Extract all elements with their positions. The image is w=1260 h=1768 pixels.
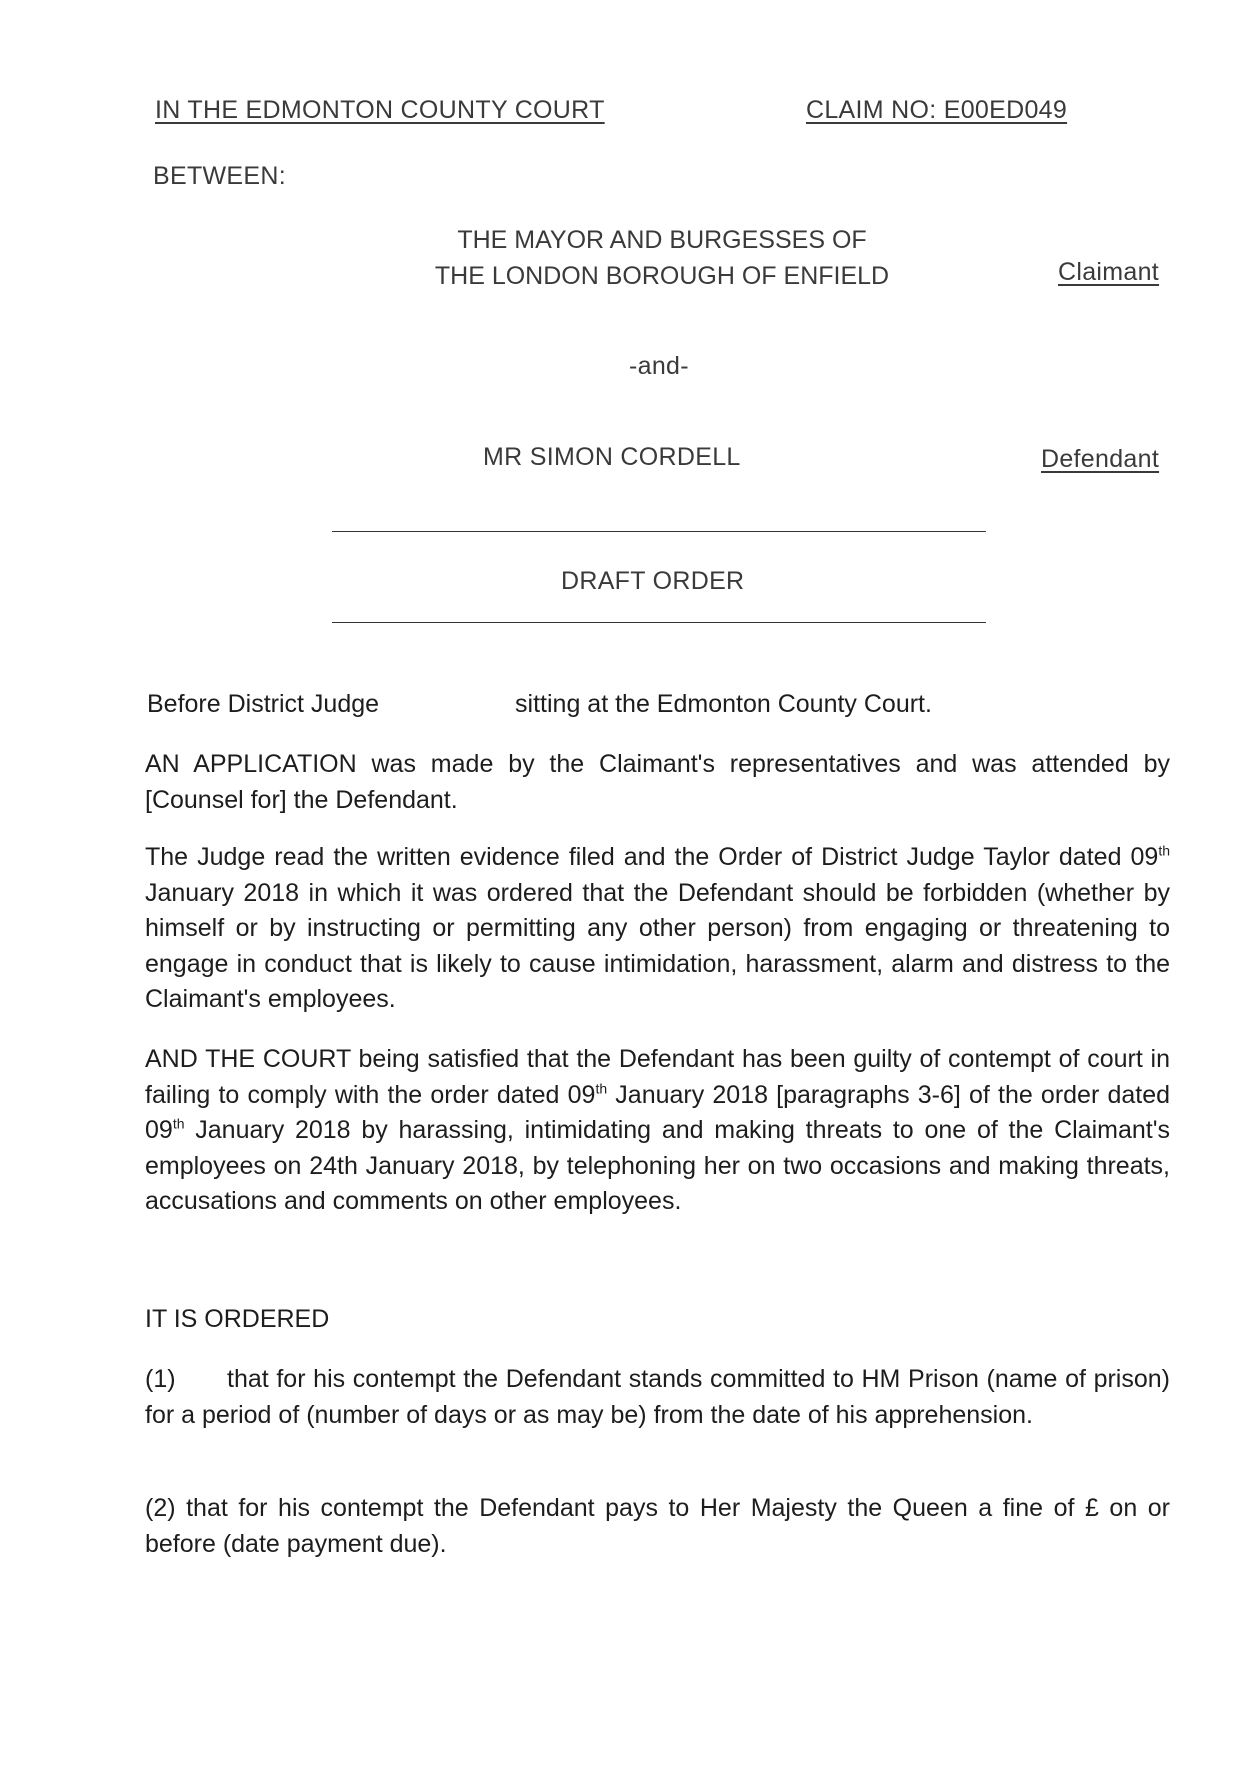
order-item-1 — [145, 1362, 1170, 1433]
title-rule-top — [332, 531, 986, 532]
title-rule-bottom — [332, 622, 986, 623]
between-label: BETWEEN: — [153, 162, 286, 190]
contempt-text-c: January 2018 by harassing, intimidating and making threats to one of the Claimant's employees on 24th January 2018, by telephoning her on two occasions and making threats, accusations and comments on other employees. — [145, 1116, 1170, 1215]
defendant-name: MR SIMON CORDELL — [483, 443, 741, 471]
and-separator: -and- — [629, 352, 689, 380]
contempt-paragraph — [145, 1042, 1170, 1220]
court-name: IN THE EDMONTON COUNTY COURT — [155, 96, 605, 124]
sitting-at-text: sitting at the Edmonton County Court. — [515, 690, 932, 718]
application-paragraph: AN APPLICATION was made by the Claimant's representatives and was attended by [Counsel for] the Defendant. — [145, 750, 1170, 814]
claim-number: CLAIM NO: E00ED049 — [806, 96, 1068, 124]
order-item-1-text: that for his contempt the Defendant stands committed to HM Prison (name of prison) for a period of (number of days or as may be) from the date of his apprehension. — [145, 1365, 1170, 1429]
order-item-2: (2) that for his contempt the Defendant pays to Her Majesty the Queen a fine of £ on or before (date payment due). — [145, 1494, 1170, 1558]
claimant-name-line2: THE LONDON BOROUGH OF ENFIELD — [434, 262, 890, 290]
before-judge-line — [147, 690, 932, 719]
order-item-1-number: (1) — [145, 1365, 176, 1393]
contempt-sup-2: th — [172, 1115, 185, 1132]
evidence-paragraph — [145, 840, 1170, 1018]
document-title: DRAFT ORDER — [561, 567, 745, 595]
ordered-heading: IT IS ORDERED — [145, 1305, 330, 1333]
contempt-sup-1: th — [595, 1080, 608, 1097]
before-judge-label: Before District Judge — [147, 690, 380, 718]
contempt-text-a: AND THE COURT being satisfied that the Defendant has been guilty of contempt of court in failing to comply with the order dated 09 — [145, 1045, 1170, 1109]
claimant-name-line1: THE MAYOR AND BURGESSES OF — [457, 226, 867, 254]
evidence-sup: th — [1158, 842, 1170, 859]
evidence-text-b: January 2018 in which it was ordered that the Defendant should be forbidden (whether by himself or by instructing or permitting any other person) from engaging or threatening to engage in conduct that is likely to cause intimidation, harassment, alarm and distress to the Claimant's employees. — [145, 878, 1170, 1013]
evidence-text-a: The Judge read the written evidence filed and the Order of District Judge Taylor dated 09 — [145, 843, 1159, 871]
defendant-role: Defendant — [1041, 445, 1160, 473]
contempt-text-b: January 2018 [paragraphs 3-6] of the order dated 09 — [145, 1080, 1170, 1144]
claimant-role: Claimant — [1058, 258, 1160, 286]
claimant-name — [362, 222, 962, 294]
